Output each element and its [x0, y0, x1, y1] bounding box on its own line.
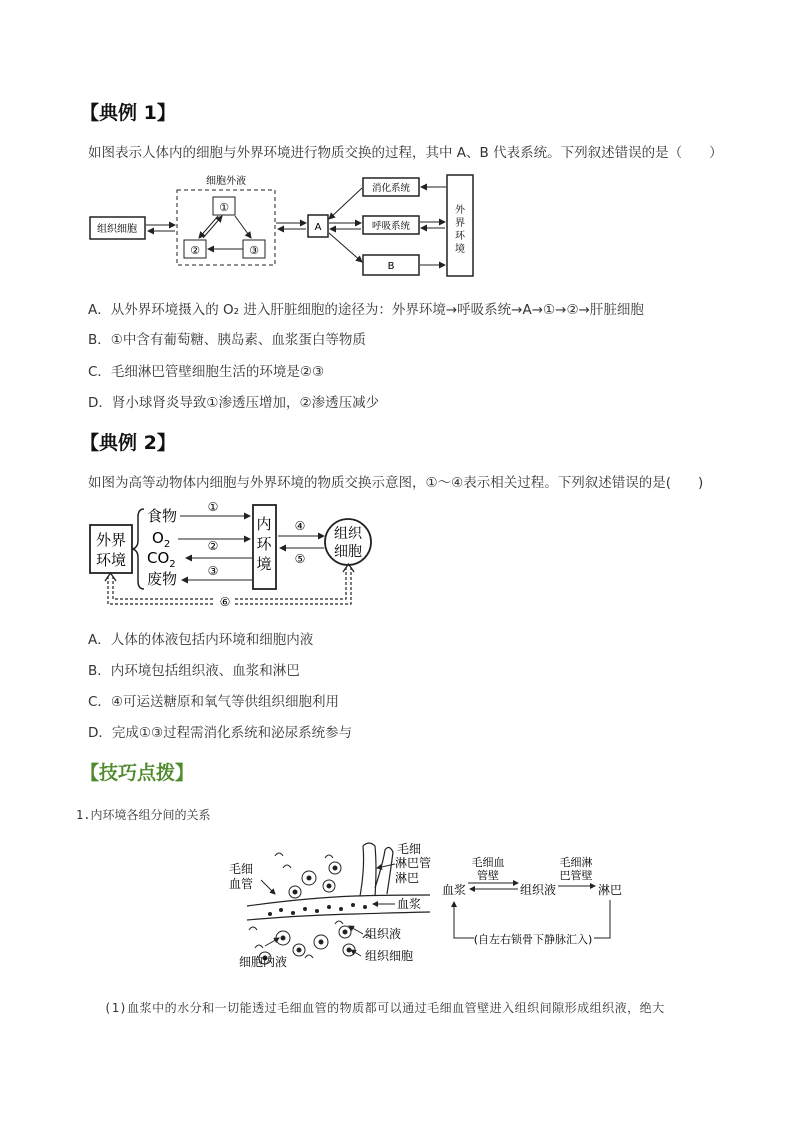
flow-lymph: 淋巴 [598, 883, 623, 897]
respiratory-system-label: 呼吸系统 [371, 221, 411, 232]
extracellular-fluid-label: 细胞外液 [206, 176, 246, 187]
flow-tissue-fluid: 组织液 [520, 883, 557, 897]
capillary-label-2: 血管 [229, 877, 254, 891]
process-2: ② [207, 539, 219, 553]
o2-text: O [152, 529, 164, 547]
flow-plasma: 血浆 [442, 883, 467, 897]
internal-char-1: 内 [256, 515, 272, 533]
tips-heading: 【技巧点拨】 [80, 762, 195, 784]
external-char-4: 境 [455, 244, 465, 255]
brace [133, 509, 144, 589]
external-char-1: 外 [455, 205, 465, 216]
tissue-cell-line-1: 组织 [334, 526, 362, 542]
process-4: ④ [294, 519, 306, 533]
system-a-label: A [314, 222, 322, 233]
cap-wall-label-1: 毛细血 [471, 856, 505, 869]
lymph-wall-label-2: 巴管壁 [559, 869, 593, 882]
tissue-fluid-label: 组织液 [365, 927, 402, 941]
cap-wall-label-2: 管壁 [477, 869, 499, 882]
o2-subscript: 2 [163, 539, 171, 550]
o2-label [152, 529, 170, 550]
example-2-option-d: D．完成①③过程需消化系统和泌尿系统参与 [88, 725, 353, 741]
example-1-option-d: D．肾小球肾炎导致①渗透压增加，②渗透压减少 [88, 395, 380, 411]
food-label: 食物 [147, 507, 178, 525]
body-fluid-flow-diagram [438, 852, 638, 952]
example-1-option-a: A．从外界环境摄入的 O₂ 进入肝脏细胞的途径为：外界环境→呼吸系统→A→①→②→肝脏细胞 [88, 302, 644, 318]
lymph-label: 淋巴 [395, 871, 420, 885]
external-char-3: 环 [455, 231, 465, 242]
example-1-heading: 【典例 1】 [80, 102, 176, 124]
cap-lymph-label-2: 淋巴管 [395, 856, 432, 870]
cap-lymph-label-1: 毛细 [397, 842, 422, 856]
internal-char-2: 环 [256, 535, 272, 553]
external-char-2: 界 [455, 218, 465, 229]
external-env-line-2: 环境 [95, 551, 127, 569]
tips-paragraph-1: (1)血浆中的水分和一切能透过毛细血管的物质都可以通过毛细血管壁进入组织间隙形成组织液，绝大 [104, 1001, 665, 1015]
example-2-option-b: B．内环境包括组织液、血浆和淋巴 [88, 663, 300, 679]
tips-item-1: 1.内环境各组分间的关系 [76, 808, 211, 822]
node-3-label: ③ [249, 244, 259, 257]
intracellular-fluid-label: 细胞内液 [239, 955, 288, 969]
co2-subscript: 2 [169, 559, 176, 570]
process-5: ⑤ [294, 552, 306, 566]
example-1-option-c: C．毛细淋巴管壁细胞生活的环境是②③ [88, 364, 325, 380]
lymph-wall-label-1: 毛细淋 [559, 856, 593, 869]
plasma-label: 血浆 [397, 897, 422, 911]
tissue-cell-label: 组织细胞 [97, 224, 137, 235]
digestive-system-label: 消化系统 [371, 183, 411, 194]
internal-char-3: 境 [256, 555, 272, 573]
example-1-diagram [80, 170, 480, 282]
process-3: ③ [207, 564, 219, 578]
example-2-stem: 如图为高等动物体内细胞与外界环境的物质交换示意图，①～④表示相关过程。下列叙述错误的是( ) [88, 475, 704, 491]
process-6: ⑥ [219, 595, 231, 609]
body-fluid-sketch [225, 838, 435, 973]
node-2-label: ② [190, 244, 200, 257]
system-b-label: B [387, 261, 395, 272]
example-1-stem: 如图表示人体内的细胞与外界环境进行物质交换的过程，其中 A、B 代表系统。下列叙述错误的是（ ） [88, 145, 723, 161]
return-label: (自左右锁骨下静脉汇入) [473, 933, 593, 946]
example-2-option-c: C．④可运送糖原和氧气等供组织细胞利用 [88, 694, 340, 710]
example-2-diagram [80, 497, 390, 615]
example-2-option-a: A．人体的体液包括内环境和细胞内液 [88, 632, 314, 648]
external-env-line-1: 外界 [95, 531, 127, 549]
example-1-option-b: B．①中含有葡萄糖、胰岛素、血浆蛋白等物质 [88, 332, 366, 348]
node-1-label: ① [219, 201, 229, 214]
tissue-cell-line-2: 细胞 [334, 544, 362, 560]
co2-text: CO [147, 549, 170, 567]
example-2-heading: 【典例 2】 [80, 432, 176, 454]
capillary-label-1: 毛细 [229, 862, 254, 876]
waste-label: 废物 [147, 570, 178, 588]
tissue-cell-label: 组织细胞 [365, 949, 414, 963]
process-1: ① [207, 500, 219, 514]
co2-label [147, 549, 176, 570]
